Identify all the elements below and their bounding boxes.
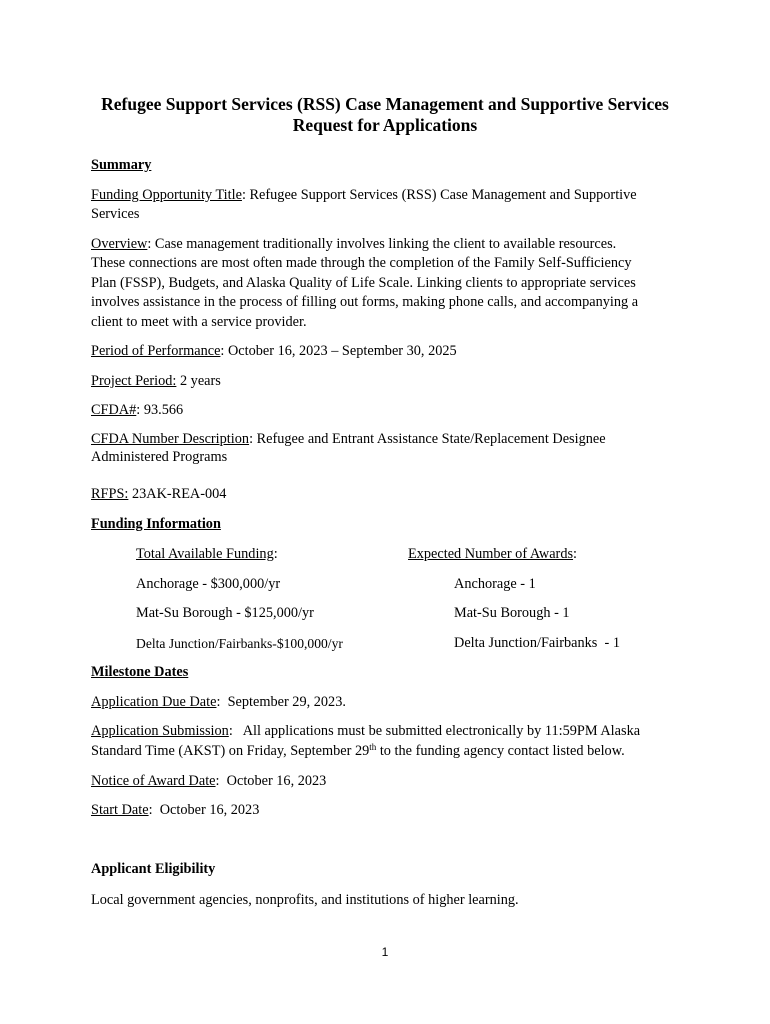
total-funding-header: [136, 545, 376, 564]
application-submission-line-2: [91, 742, 691, 761]
funding-row-anchorage: Anchorage - $300,000/yr: [136, 576, 281, 592]
rfps-label: RFPS:: [91, 486, 129, 502]
page-number: 1: [381, 945, 389, 959]
overview-line-3: Plan (FSSP), Budgets, and Alaska Quality of Life Scale. Linking clients to appropriate services: [91, 275, 636, 291]
document-title-line-1: Refugee Support Services (RSS) Case Management and Supportive Services: [101, 94, 669, 114]
overview-line-5: client to meet with a service provider.: [91, 314, 307, 330]
application-due-date: [91, 693, 691, 712]
awards-row-delta-fairbanks: Delta Junction/Fairbanks - 1: [454, 635, 620, 651]
overview-line-4: involves assistance in the process of filling out forms, making phone calls, and accompanying a: [91, 294, 639, 310]
due-value: : September 29, 2023.: [216, 694, 346, 710]
submission-label: Application Submission: [91, 723, 229, 739]
due-label: Application Due Date: [91, 694, 217, 710]
applicant-eligibility-text: Local government agencies, nonprofits, and institutions of higher learning.: [91, 892, 519, 908]
cfda-desc-value: : Refugee and Entrant Assistance State/Replacement Designee: [249, 431, 606, 447]
project-label: Project Period:: [91, 373, 177, 389]
pop-label: Period of Performance: [91, 343, 221, 359]
expected-awards-header-label: Expected Number of Awards: [408, 546, 574, 562]
start-value: : October 16, 2023: [148, 802, 260, 818]
funding-opportunity-title: [91, 186, 691, 205]
applicant-eligibility-heading: Applicant Eligibility: [91, 861, 216, 877]
document-title-line-2: Request for Applications: [292, 115, 478, 135]
rfps-value: 23AK-REA-004: [128, 486, 227, 502]
submission-text: : All applications must be submitted electronically by 11:59PM Alaska: [228, 723, 641, 739]
awards-row-anchorage: Anchorage - 1: [454, 576, 536, 592]
project-period: [91, 372, 691, 391]
total-funding-header-colon: :: [273, 546, 278, 562]
project-value: 2 years: [176, 373, 221, 389]
pop-value: : October 16, 2023 – September 30, 2025: [220, 343, 457, 359]
funding-information-heading: Funding Information: [91, 516, 221, 532]
fot-value: : Refugee Support Services (RSS) Case Management and Supportive: [241, 187, 637, 203]
period-of-performance: [91, 342, 691, 361]
notice-of-award-date: [91, 772, 691, 791]
overview-line-1: [91, 235, 691, 254]
fot-value-cont: Services: [91, 206, 140, 222]
overview-line-2: These connections are most often made through the completion of the Family Self-Sufficiency: [91, 255, 632, 271]
milestone-dates-heading: Milestone Dates: [91, 664, 189, 680]
cfda-description-line-2: Administered Programs: [91, 449, 228, 465]
cfda-label: CFDA#: [91, 402, 137, 418]
submission-text-a: Standard Time (AKST) on Friday, September 29: [91, 743, 370, 759]
overview-label: Overview: [91, 236, 148, 252]
start-date: [91, 801, 691, 820]
cfda-value: : 93.566: [136, 402, 184, 418]
rfps-number: [91, 485, 691, 504]
application-submission-line-1: [91, 722, 691, 741]
award-value: : October 16, 2023: [215, 773, 327, 789]
awards-row-matsu: Mat-Su Borough - 1: [454, 605, 570, 621]
overview-text: : Case management traditionally involves linking the client to available resources.: [147, 236, 617, 252]
expected-awards-header-colon: :: [573, 546, 578, 562]
fot-label: Funding Opportunity Title: [91, 187, 242, 203]
total-funding-header-label: Total Available Funding: [136, 546, 274, 562]
submission-superscript: th: [369, 742, 377, 752]
cfda-description-line-1: [91, 430, 691, 449]
funding-row-matsu: Mat-Su Borough - $125,000/yr: [136, 605, 314, 621]
funding-row-delta-fairbanks: Delta Junction/Fairbanks-$100,000/yr: [136, 636, 343, 651]
submission-text-b: to the funding agency contact listed below.: [376, 743, 625, 759]
summary-heading: Summary: [91, 157, 152, 173]
cfda-number: [91, 401, 691, 420]
award-label: Notice of Award Date: [91, 773, 216, 789]
expected-awards-header: [408, 545, 668, 564]
start-label: Start Date: [91, 802, 149, 818]
cfda-desc-label: CFDA Number Description: [91, 431, 250, 447]
